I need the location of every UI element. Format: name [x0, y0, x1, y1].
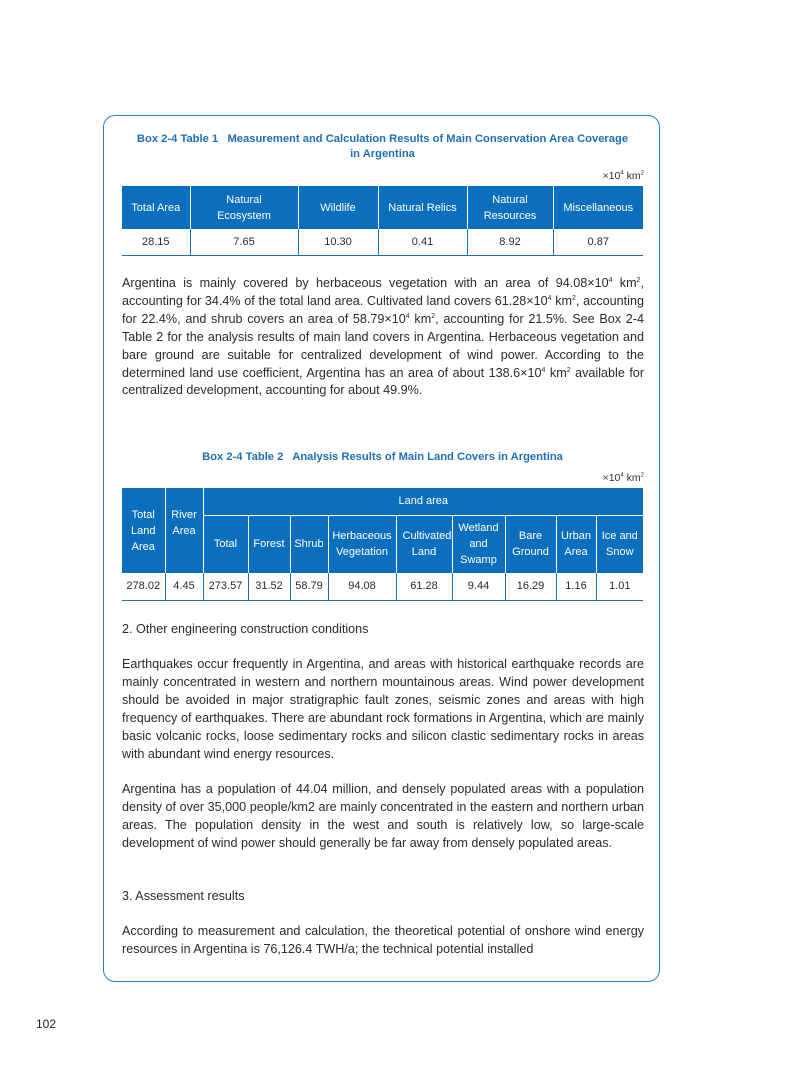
table2-unit: $\times 10^4$ $km^2$ [602, 472, 644, 484]
table2-cell: 278.02 [122, 573, 165, 600]
table2-subheader: Wetland and Swamp [452, 515, 505, 573]
table2-subheader: Urban Area [556, 515, 596, 573]
table1-header-row [122, 186, 643, 229]
table2-caption: Box 2-4 Table 2 Analysis Results of Main Land Covers in Argentina [202, 451, 563, 463]
table2-cell: 16.29 [505, 573, 556, 600]
table-row [122, 229, 643, 255]
table1-caption-line1: Box 2-4 Table 1 Measurement and Calculation Results of Main Conservation Area Coverage [136, 133, 629, 145]
paragraph-land-cover: Argentina is mainly covered by herbaceous vegetation with an area of $94.08\times 10^4$ $km^2$, accounting for 34.4% of the total land area. Cultivated land covers $61.28\times 10^4$ $km^2$, accounting for 22.4%, and shrub covers an area of $58.79\times 10^4$ $km^2$, accounting for 21.5%. See Box 2-4 Table 2 for the analysis results of main land covers in Argentina. Herbaceous vegetation and bare ground are suitable for centralized development of wind power. According to the determined land use coefficient, Argentina has an area of about $138.6\times 10^4$ $km^2$ available for centralized development, accounting for about 49.9%. [122, 276, 645, 398]
section2-paragraph-population: Argentina has a population of 44.04 million, and densely populated areas with a population density of over 35,000 people/km2 are mainly concentrated in the eastern and northern urban areas. The population density in the west and south is relatively low, so large-scale development of wind power should generally be far away from densely populated areas. [122, 782, 644, 850]
table1-cell: 7.65 [190, 229, 298, 255]
table2-header-river-area: River Area [165, 488, 203, 573]
table2-subheader: Bare Ground [505, 515, 556, 573]
table1-header: Natural Resources [467, 186, 553, 229]
table2-subheader: Shrub [290, 515, 328, 573]
section3-heading: 3. Assessment results [122, 889, 245, 903]
table2-cell: 1.16 [556, 573, 596, 600]
table1-header: Wildlife [298, 186, 378, 229]
table2-cell: 58.79 [290, 573, 328, 600]
table-row [122, 573, 643, 600]
section3-paragraph: According to measurement and calculation, the theoretical potential of onshore wind energy resources in Argentina is 76,126.4 TWH/a; the technical potential installed [122, 924, 644, 956]
table2-subheader: Total [203, 515, 248, 573]
table2-header-total-land-area: Total Land Area [122, 488, 165, 573]
table2-cell: 1.01 [596, 573, 643, 600]
table1-header: Natural Relics [378, 186, 467, 229]
table1-header: Natural Ecosystem [190, 186, 298, 229]
table1-cell: 0.87 [553, 229, 643, 255]
table2-cell: 9.44 [452, 573, 505, 600]
table2-header-row [122, 488, 643, 515]
table1-cell: 8.92 [467, 229, 553, 255]
table1-cell: 0.41 [378, 229, 467, 255]
section2-paragraph-earthquakes: Earthquakes occur frequently in Argentina, and areas with historical earthquake records are mainly concentrated in western and northern mountainous areas. Wind power development should be avoided in major stratigraphic fault zones, seismic zones and areas with high frequency of earthquakes. There are abundant rock formations in Argentina, which are mainly basic volcanic rocks, loose sedimentary rocks and silicon clastic sedimentary rocks in areas with abundant wind energy resources. [122, 657, 644, 761]
table2-cell: 94.08 [328, 573, 396, 600]
table2-cell: 4.45 [165, 573, 203, 600]
table1-caption [110, 132, 655, 162]
table1-cell: 10.30 [298, 229, 378, 255]
table2-cell: 273.57 [203, 573, 248, 600]
table2 [122, 488, 643, 601]
table1-header: Total Area [122, 186, 190, 229]
table2-cell: 61.28 [396, 573, 452, 600]
page-number: 102 [36, 1017, 57, 1031]
table1 [122, 186, 643, 256]
section2-heading: 2. Other engineering construction conditions [122, 622, 369, 636]
table2-subheader: Cultivated Land [396, 515, 452, 573]
table2-cell: 31.52 [248, 573, 290, 600]
table2-subheader: Herbaceous Vegetation [328, 515, 396, 573]
table1-unit: $\times 10^4$ $km^2$ [602, 170, 644, 182]
table1-caption-line2: in Argentina [350, 148, 415, 160]
table2-subheader: Ice and Snow [596, 515, 643, 573]
table2-subheader: Forest [248, 515, 290, 573]
table1-header: Miscellaneous [553, 186, 643, 229]
table1-cell: 28.15 [122, 229, 190, 255]
table2-header-land-area: Land area [203, 488, 643, 515]
